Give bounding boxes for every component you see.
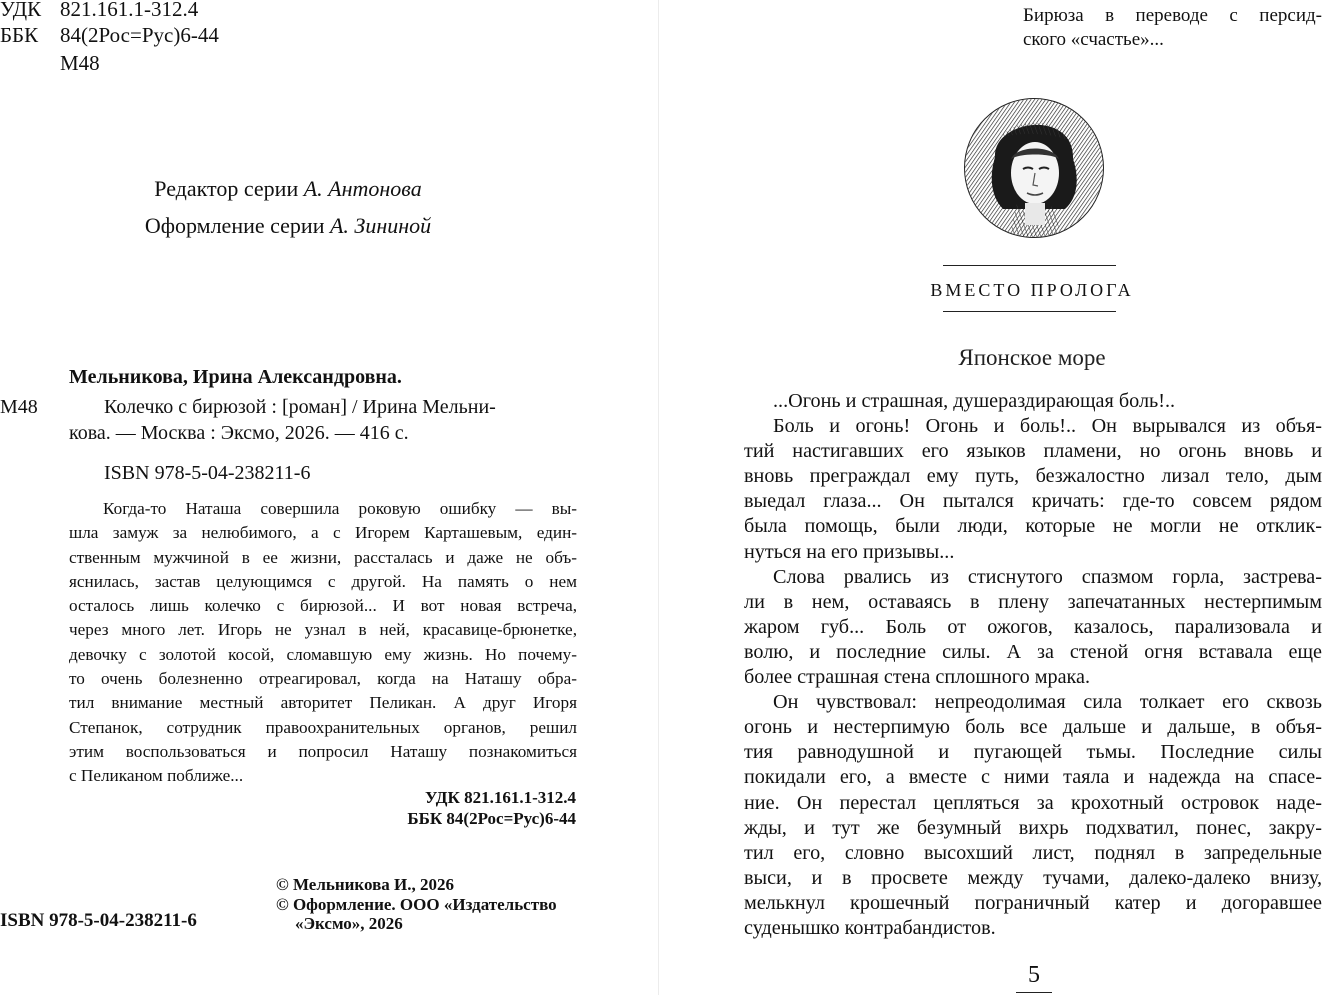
bbk-code-line	[0, 22, 219, 48]
text-line: покидали его, а вместе с ними таяла и надежда на спасе-	[744, 766, 1322, 789]
section-rule-bottom	[943, 311, 1116, 312]
text-line: мелькнул крошечный пограничный катер и догоравшее	[744, 891, 1322, 914]
annotation-line: то очень болезненно отреагировал, когда на Наташу обра-	[69, 669, 577, 689]
annotation-line: через много лет. Игорь не узнал в ней, красавице-брюнетке,	[69, 620, 577, 640]
annotation-line: Степанок, сотрудник правоохранительных органов, решил	[69, 717, 577, 737]
text-line: волю, и последние силы. А за стеной огня вставала еще	[744, 640, 1322, 663]
epigraph	[1023, 4, 1322, 52]
section-rule-top	[943, 265, 1116, 266]
author-sign-code-margin: М48	[0, 396, 38, 418]
credit-name: А. Зининой	[329, 213, 432, 238]
text-line: Боль и огонь! Огонь и боль!.. Он вырывался из объя-	[773, 415, 1322, 438]
isbn-line: ISBN 978-5-04-238211-6	[104, 462, 311, 484]
text-line: жды, и тут же безумный вихрь подхватил, понес, закру-	[744, 816, 1322, 839]
copyright-line: «Эксмо», 2026	[295, 914, 403, 933]
text-line: вновь преграждал ему путь, безжалостно лизал тело, дым	[744, 465, 1322, 488]
code-value: 84(2Рос=Рус)6-44	[60, 23, 219, 47]
credit-name: А. Антонова	[303, 176, 422, 201]
text-line: Он чувствовал: непреодолимая сила толкает его сквозь	[773, 691, 1322, 714]
prologue-text	[744, 389, 1322, 941]
woman-portrait-engraving-icon	[964, 98, 1104, 238]
annotation-line: этим воспользоваться и попросил Наташу познакомиться	[69, 741, 577, 761]
text-line: тий настигавших его языков пламени, но огонь вновь и	[744, 440, 1322, 463]
page-number: 5	[1028, 962, 1040, 988]
book-annotation	[69, 497, 577, 789]
epigraph-line: ского «счастье»...	[1023, 29, 1164, 50]
text-line: суденышко контрабандистов.	[744, 916, 996, 939]
classification-bbk: ББК 84(2Рос=Рус)6-44	[407, 809, 576, 828]
annotation-line: с Пеликаном поближе...	[69, 766, 244, 786]
udc-code-line	[0, 0, 199, 22]
bibliographic-line: кова. — Москва : Эксмо, 2026. — 416 с.	[69, 422, 409, 444]
annotation-line: девочку с золотой косой, сломавшую ему жизнь. Но почему-	[69, 644, 577, 664]
page-number-underline	[1016, 992, 1052, 993]
epigraph-line: Бирюза в переводе с персид-	[1023, 5, 1322, 26]
text-line: ли в нем, оставаясь в плену запечатанных нестерпимым	[744, 590, 1322, 613]
series-design-credit	[78, 211, 498, 241]
bibliographic-author: Мельникова, Ирина Александровна.	[69, 366, 402, 388]
text-line: нуться на его призывы...	[744, 540, 955, 563]
code-label: УДК	[0, 0, 42, 21]
bibliographic-line: Колечко с бирюзой : [роман] / Ирина Мельни-	[104, 396, 496, 418]
annotation-line: Когда-то Наташа совершила роковую ошибку — вы-	[103, 499, 577, 518]
annotation-line: яснилась, застав целующимся с другой. На память о нем	[69, 571, 577, 591]
text-line: огонь и нестерпимую боль все дальше и дальше, в объя-	[744, 716, 1322, 739]
text-line: ние. Он перестал цепляться за крохотный островок наде-	[744, 791, 1322, 814]
isbn-bottom: ISBN 978-5-04-238211-6	[0, 910, 197, 931]
text-line: жаром губ... Боль от ожогов, казалось, парализовала и	[744, 615, 1322, 638]
annotation-line: осталось лишь колечко с бирюзой... И вот новая встреча,	[69, 596, 577, 616]
page-spread-divider	[658, 0, 659, 995]
credit-role: Редактор серии	[154, 176, 299, 201]
text-line: тия равнодушной и пугающей тьмы. Последние силы	[744, 741, 1322, 764]
annotation-line: ственным мужчиной в ее жизни, рассталась и даже не объ-	[69, 547, 577, 567]
code-value: 821.161.1-312.4	[60, 0, 199, 21]
annotation-line: шла замуж за нелюбимого, а с Игорем Карташевым, един-	[69, 523, 577, 543]
section-label: ВМЕСТО ПРОЛОГА	[930, 280, 1134, 300]
text-line: более страшная стена сплошного мрака.	[744, 666, 1091, 689]
author-sign-code: М48	[60, 51, 100, 75]
copyright-line: © Мельникова И., 2026	[276, 875, 454, 894]
text-line: Слова рвались из стиснутого спазмом горла, застрева-	[773, 565, 1322, 588]
chapter-title: Японское море	[958, 345, 1106, 370]
text-line: выедал глаза... Он пытался кричать: где-то совсем рядом	[744, 490, 1322, 513]
series-editor-credit	[78, 174, 498, 204]
text-line: была помощь, были люди, которые не могли не отклик-	[744, 515, 1322, 538]
text-line: тил его, словно высохший лист, поднял в запредельные	[744, 841, 1322, 864]
classification-udc: УДК 821.161.1-312.4	[425, 788, 576, 807]
code-label: ББК	[0, 23, 39, 47]
annotation-line: тил внимание местный авторитет Пеликан. А друг Игоря	[69, 693, 577, 713]
text-line: ...Огонь и страшная, душераздирающая боль!..	[773, 390, 1176, 412]
copyright-line: © Оформление. ООО «Издательство	[276, 895, 557, 914]
credit-role: Оформление серии	[144, 213, 325, 238]
text-line: выси, и в просвете между тучами, далеко-далеко внизу,	[744, 866, 1322, 889]
